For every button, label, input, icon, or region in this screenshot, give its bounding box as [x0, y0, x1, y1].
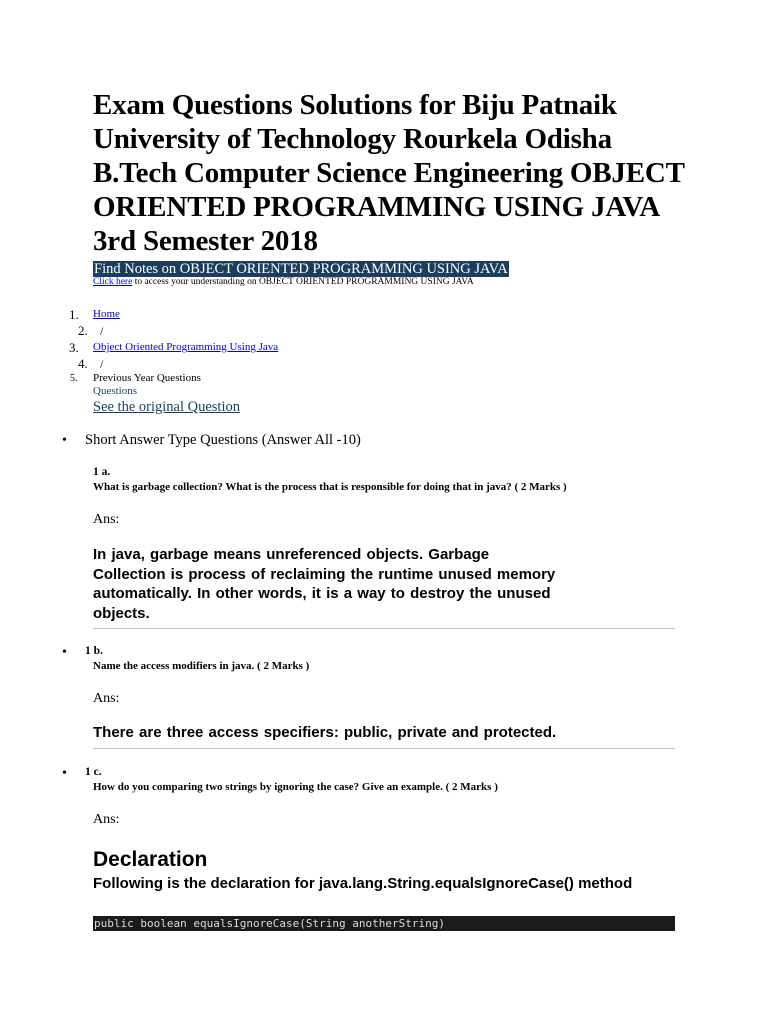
- answer-line: Collection is process of reclaiming the runtime unused memory: [93, 565, 556, 583]
- click-here-link[interactable]: Click here: [93, 277, 133, 287]
- breadcrumb-sub-label: Questions: [93, 385, 137, 397]
- bullet-icon: •: [62, 433, 67, 448]
- answer-line: objects.: [93, 604, 150, 622]
- question-number: 1 c.: [85, 766, 102, 778]
- answer-label: Ans:: [93, 512, 120, 527]
- question-text: What is garbage collection? What is the process that is responsible for doing that in java? ( 2 Marks ): [93, 481, 567, 493]
- answer-text: [93, 545, 675, 623]
- answer-text: There are three access specifiers: public, private and protected.: [93, 724, 557, 741]
- code-block: public boolean equalsIgnoreCase(String anotherString): [93, 916, 675, 931]
- question-text: Name the access modifiers in java. ( 2 Marks ): [93, 660, 310, 672]
- breadcrumb-number: 3.: [69, 340, 79, 355]
- breadcrumb-course-link[interactable]: Object Oriented Programming Using Java: [93, 341, 279, 353]
- answer-line: automatically. In other words, it is a way to destroy the unused: [93, 585, 551, 602]
- section-title: Short Answer Type Questions (Answer All -10): [85, 432, 361, 448]
- breadcrumb-number: 5.: [70, 373, 78, 384]
- breadcrumb-number: 2.: [78, 323, 88, 338]
- bullet-icon: •: [62, 645, 67, 660]
- breadcrumb-number: 1.: [69, 307, 79, 322]
- see-original-question-link[interactable]: See the original Question: [93, 399, 240, 415]
- notes-banner[interactable]: Find Notes on OBJECT ORIENTED PROGRAMMING USING JAVA: [94, 261, 508, 277]
- divider: [93, 628, 675, 629]
- question-number: 1 a.: [93, 466, 111, 478]
- click-here-line: [93, 277, 474, 287]
- breadcrumb-separator: /: [100, 324, 104, 338]
- click-here-text: to access your understanding on OBJECT ORIENTED PROGRAMMING USING JAVA: [132, 277, 474, 287]
- question-text: How do you comparing two strings by ignoring the case? Give an example. ( 2 Marks ): [93, 781, 498, 793]
- divider: [93, 748, 675, 749]
- bullet-icon: •: [62, 766, 67, 781]
- breadcrumb-current: Previous Year Questions: [93, 372, 201, 384]
- breadcrumb-number: 4.: [78, 356, 88, 371]
- declaration-heading: Declaration: [93, 848, 208, 871]
- question-number: 1 b.: [85, 645, 103, 657]
- breadcrumb-home-link[interactable]: Home: [93, 308, 120, 320]
- answer-line: In java, garbage means unreferenced objects. Garbage: [93, 546, 490, 563]
- answer-label: Ans:: [93, 812, 120, 827]
- answer-label: Ans:: [93, 691, 120, 706]
- declaration-text: Following is the declaration for java.lang.String.equalsIgnoreCase() method: [93, 875, 633, 892]
- page-title: Exam Questions Solutions for Biju Patnaik University of Technology Rourkela Odisha B.Tech Computer Science Engineering OBJECT ORIENTED PROGRAMMING USING JAVA 3rd Semester 2018: [93, 89, 685, 257]
- breadcrumb-separator: /: [100, 357, 104, 371]
